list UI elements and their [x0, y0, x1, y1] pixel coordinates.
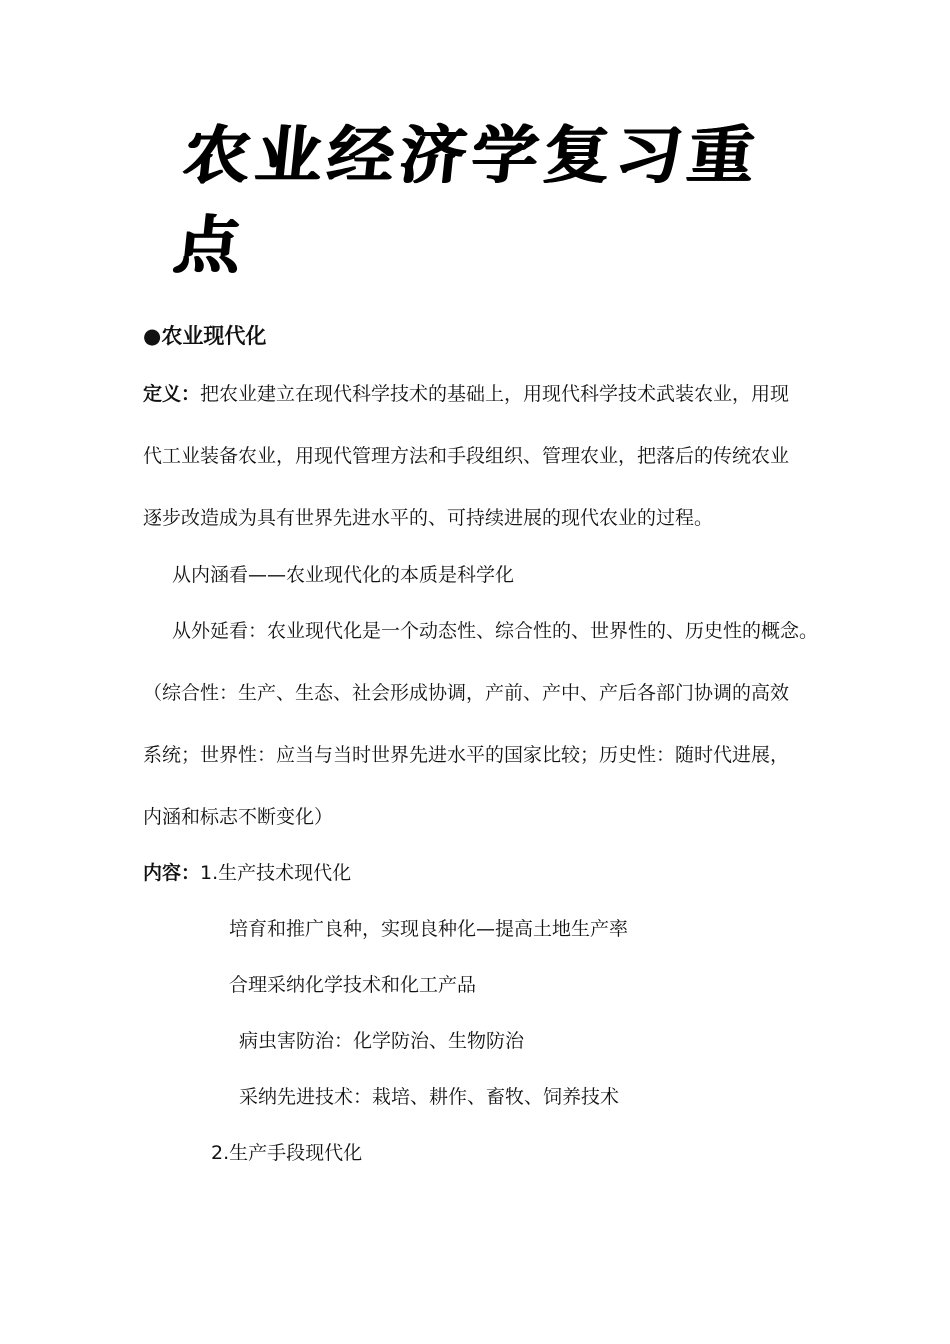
note-line-3: 内涵和标志不断变化） [143, 806, 334, 828]
content-item-3: 病虫害防治：化学防治、生物防治 [239, 1030, 525, 1052]
extension-line: 从外延看：农业现代化是一个动态性、综合性的、世界性的、历史性的概念。 [172, 620, 819, 642]
content-item-2: 合理采纳化学技术和化工产品 [229, 974, 477, 996]
connotation-line: 从内涵看——农业现代化的本质是科学化 [172, 564, 515, 586]
content-second-item: 2.生产手段现代化 [211, 1142, 363, 1164]
definition-line-1 [143, 382, 789, 406]
section-heading: ●农业现代化 [143, 324, 267, 348]
note-line-2: 系统；世界性：应当与当时世界先进水平的国家比较；历史性：随时代进展， [143, 744, 790, 766]
definition-line-2: 代工业装备农业，用现代管理方法和手段组织、管理农业，把落后的传统农业 [143, 445, 790, 467]
document-title [170, 118, 780, 283]
content-item-1: 培育和推广良种，实现良种化—提高土地生产率 [229, 918, 629, 940]
definition-text-1: 把农业建立在现代科学技术的基础上，用现代科学技术武装农业，用现 [200, 383, 790, 405]
definition-label: 定义： [143, 383, 201, 405]
content-item-4: 采纳先进技术：栽培、耕作、畜牧、饲养技术 [239, 1086, 620, 1108]
content-line [143, 861, 351, 885]
title-text: 农业经济学复习重点 [170, 118, 765, 283]
note-line-1: （综合性：生产、生态、社会形成协调，产前、产中、产后各部门协调的高效 [143, 682, 790, 704]
content-first-item: 1.生产技术现代化 [200, 862, 352, 884]
content-label: 内容： [143, 862, 201, 884]
definition-line-3: 逐步改造成为具有世界先进水平的、可持续进展的现代农业的过程。 [143, 507, 714, 529]
